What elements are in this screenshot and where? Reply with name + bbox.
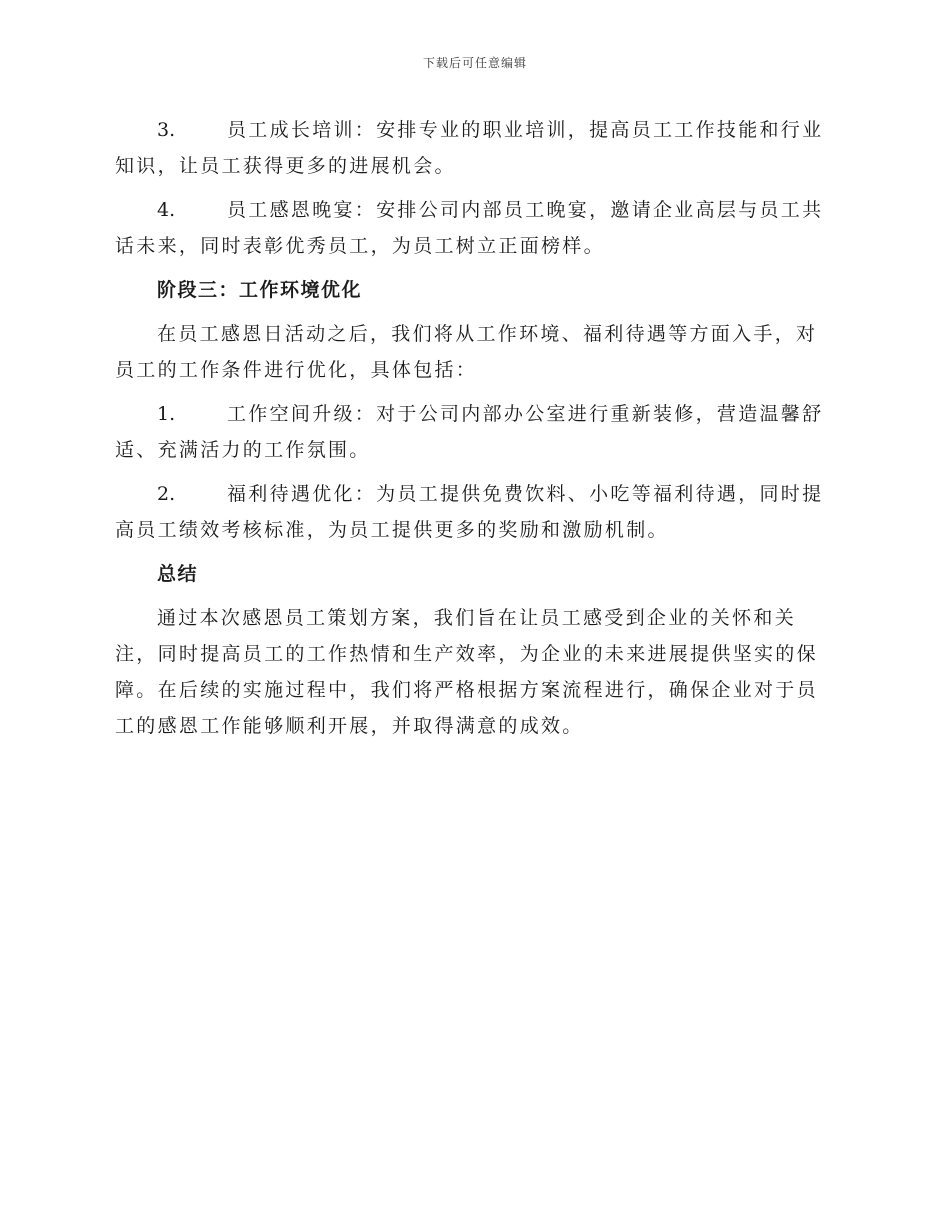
stage3-intro-paragraph: 在员工感恩日活动之后，我们将从工作环境、福利待遇等方面入手，对员工的工作条件进行优化，具体包括： [115, 323, 818, 381]
list-number: 1. [157, 403, 176, 425]
list-item-2 [115, 476, 835, 548]
page-header: 下载后可任意编辑 [422, 56, 527, 70]
list-item-3 [115, 112, 835, 184]
list-number: 4. [157, 199, 176, 221]
list-item-4 [115, 192, 835, 264]
summary-paragraph: 通过本次感恩员工策划方案，我们旨在让员工感受到企业的关怀和关注，同时提高员工的工作热情和生产效率，为企业的未来进展提供坚实的保障。在后续的实施过程中，我们将严格根据方案流程进行，确保企业对于员工的感恩工作能够顺利开展，并取得满意的成效。 [115, 607, 818, 737]
list-number: 3. [157, 119, 176, 141]
section-heading-summary: 总结 [157, 563, 199, 585]
section-heading-stage3: 阶段三：工作环境优化 [157, 279, 363, 301]
list-text: 员工感恩晚宴：安排公司内部员工晚宴，邀请企业高层与员工共话未来，同时表彰优秀员工，为员工树立正面榜样。 [115, 199, 824, 257]
list-text: 工作空间升级：对于公司内部办公室进行重新装修，营造温馨舒适、充满活力的工作氛围。 [115, 403, 824, 461]
list-text: 员工成长培训：安排专业的职业培训，提高员工工作技能和行业知识，让员工获得更多的进展机会。 [115, 119, 824, 177]
list-number: 2. [157, 483, 176, 505]
document-body [115, 112, 835, 752]
list-text: 福利待遇优化：为员工提供免费饮料、小吃等福利待遇，同时提高员工绩效考核标准，为员工提供更多的奖励和激励机制。 [115, 483, 824, 541]
list-item-1 [115, 396, 835, 468]
